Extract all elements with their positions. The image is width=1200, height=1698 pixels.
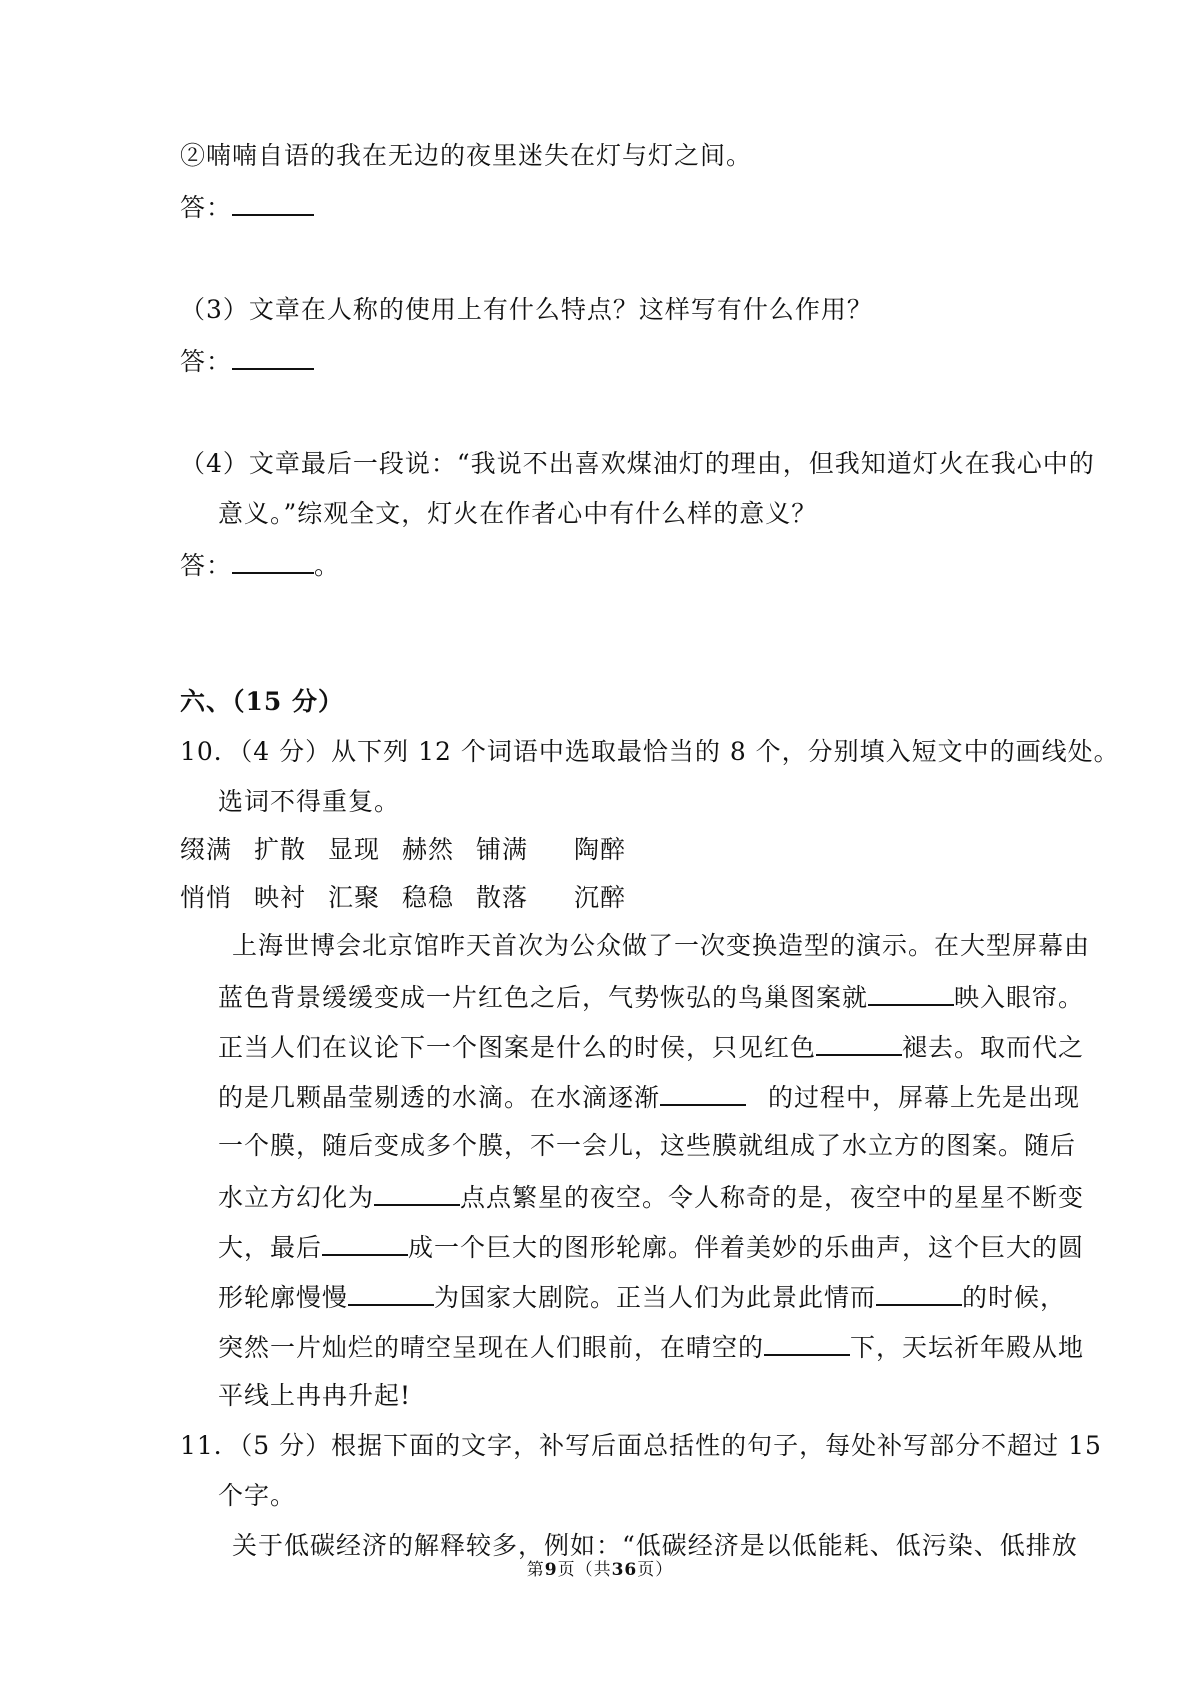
total-pages: 36 [611,1560,638,1580]
answer-period: 。 [314,551,341,580]
answer-blank[interactable] [232,548,314,574]
word-option: 沉醉 [574,883,627,912]
passage-line-10: 平线上冉冉升起! [218,1381,412,1410]
q9-sub3-question: （3）文章在人称的使用上有什么特点？这样写有什么作用？ [180,295,873,324]
word-option: 缀满 [180,835,233,864]
fill-blank[interactable] [374,1180,460,1206]
word-bank-row-2 [180,882,626,914]
passage-line-2 [218,980,1084,1014]
passage-text: 形轮廓慢慢 [218,1283,349,1312]
word-option: 散落 [476,883,529,912]
passage-line-1: 上海世博会北京馆昨天首次为公众做了一次变换造型的演示。在大型屏幕由 [232,931,1091,960]
footer-mid: 页（共 [557,1560,612,1580]
answer-label: 答： [180,347,233,376]
q10-stem-line2: 选词不得重复。 [218,787,401,816]
word-option: 铺满 [476,835,529,864]
passage-line-6 [218,1180,1084,1214]
q11-stem-line1: 11．（5 分）根据下面的文字，补写后面总括性的句子，每处补写部分不超过 15 [180,1431,1102,1460]
fill-blank[interactable] [322,1230,408,1256]
answer-label: 答： [180,193,233,222]
passage-text: 正当人们在议论下一个图案是什么的时侯，只见红色 [218,1033,817,1062]
passage-text: 点点繁星的夜空。令人称奇的是，夜空中的星星不断变 [460,1183,1085,1212]
passage-line-9 [218,1330,1084,1364]
word-option: 悄悄 [180,883,233,912]
fill-blank[interactable] [876,1280,962,1306]
passage-text: 成一个巨大的图形轮廓。伴着美妙的乐曲声，这个巨大的圆 [408,1233,1085,1262]
passage-text: 褪去。取而代之 [902,1033,1085,1062]
passage-text: 为国家大剧院。正当人们为此景此情而 [434,1283,877,1312]
q11-stem-line2: 个字。 [218,1481,297,1510]
passage-text: 下，天坛祈年殿从地 [850,1333,1085,1362]
q9-sub4-question-line1: （4）文章最后一段说：“我说不出喜欢煤油灯的理由，但我知道灯火在我心中的 [180,449,1095,478]
q9-sub3-answer [180,344,314,378]
passage-text: 的时候， [962,1283,1067,1312]
passage-line-3 [218,1030,1084,1064]
word-option: 陶醉 [574,835,627,864]
passage-line-8 [218,1280,1066,1314]
passage-text: 映入眼帘。 [954,983,1085,1012]
current-page-number: 9 [544,1560,558,1580]
answer-blank[interactable] [232,344,314,370]
footer-prefix: 第 [526,1560,545,1580]
word-option: 稳稳 [402,883,455,912]
passage-text: 大，最后 [218,1233,323,1262]
q9-sub2-sentence: ②喃喃自语的我在无边的夜里迷失在灯与灯之间。 [180,141,753,170]
q10-stem-line1: 10．（4 分）从下列 12 个词语中选取最恰当的 8 个，分别填入短文中的画线处。 [180,737,1120,766]
q9-sub4-question-line2: 意义。”综观全文，灯火在作者心中有什么样的意义？ [218,499,818,528]
fill-blank[interactable] [868,980,954,1006]
passage-text: 的是几颗晶莹剔透的水滴。在水滴逐渐 [218,1083,661,1112]
passage-line-5: 一个膜，随后变成多个膜，不一会儿，这些膜就组成了水立方的图案。随后 [218,1131,1077,1160]
q9-sub2-answer [180,190,314,224]
passage-text: 水立方幻化为 [218,1183,375,1212]
word-bank-row-1 [180,834,626,866]
fill-blank[interactable] [660,1080,746,1106]
passage-text: 突然一片灿烂的晴空呈现在人们眼前，在晴空的 [218,1333,765,1362]
word-option: 汇聚 [328,883,381,912]
answer-label: 答： [180,551,233,580]
footer-suffix: 页） [637,1560,674,1580]
passage-text: 蓝色背景缓缓变成一片红色之后，气势恢弘的鸟巢图案就 [218,983,869,1012]
passage-line-4 [218,1080,1080,1114]
fill-blank[interactable] [816,1030,902,1056]
fill-blank[interactable] [764,1330,850,1356]
passage-line-7 [218,1230,1084,1264]
word-option: 赫然 [402,835,455,864]
q11-passage-line-1: 关于低碳经济的解释较多，例如：“低碳经济是以低能耗、低污染、低排放 [232,1531,1078,1560]
word-option: 扩散 [254,835,307,864]
section-heading: 六、（15 分） [180,687,344,716]
q9-sub4-answer [180,548,340,582]
word-option: 显现 [328,835,381,864]
answer-blank[interactable] [232,190,314,216]
page-footer [0,1558,1200,1582]
fill-blank[interactable] [348,1280,434,1306]
word-option: 映衬 [254,883,307,912]
passage-text: 的过程中，屏幕上先是出现 [768,1083,1081,1112]
